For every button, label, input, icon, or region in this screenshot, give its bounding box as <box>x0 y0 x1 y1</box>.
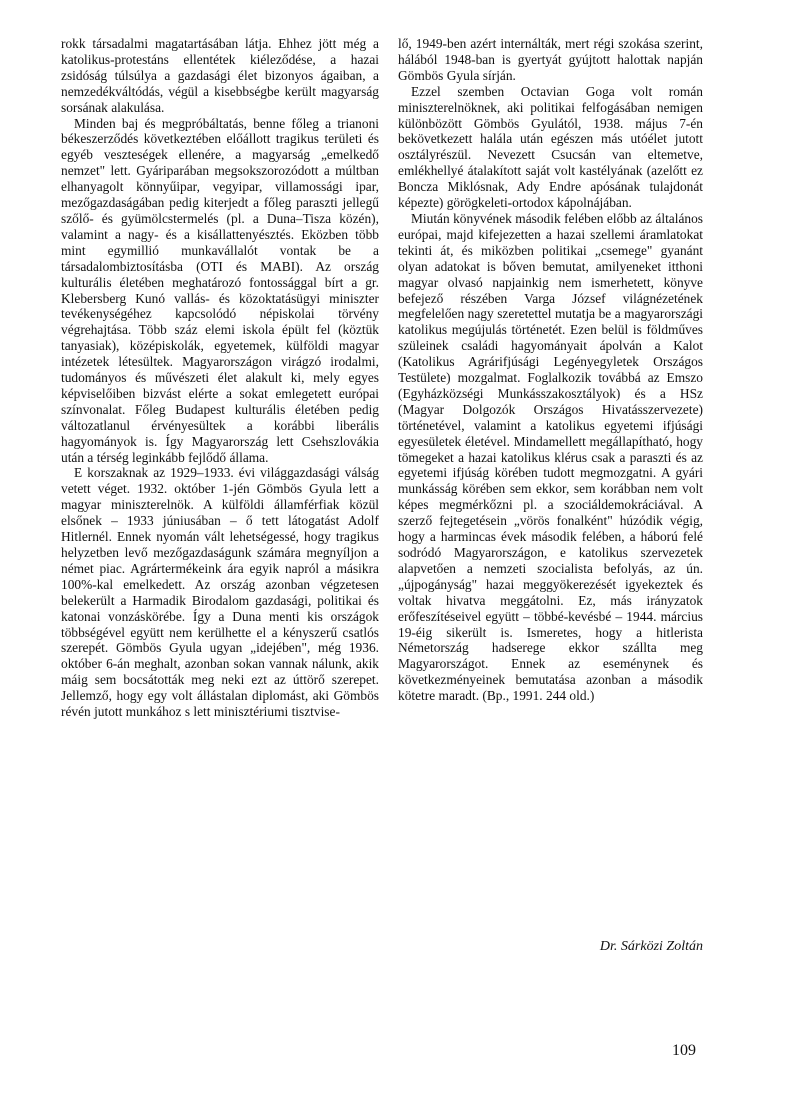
paragraph: Ezzel szemben Octavian Goga volt román miniszterelnöknek, aki politikai felfogásában nemigen különbözött Gömbös Gyulától, 1938. május 7-én bekövetkezett halála után egészen más utóélet jutott osztályrészül. Nevezett Csucsán van eltemetve, emlékhellyé átalakított saját volt kastélyának (azelőtt ez Boncza Miklósnak, Ady Endre apósának tulajdonát képezte) görögkeleti-ortodox kápolnájában. <box>398 83 703 211</box>
author-signature: Dr. Sárközi Zoltán <box>599 939 703 954</box>
right-column <box>398 36 703 704</box>
paragraph: Minden baj és megpróbáltatás, benne főleg a trianoni békeszerződés következtében előállott tragikus területi és egyéb veszteségek ellenére, a magyarság „emelkedő nemzet" lett. Gyáriparában megsokszorozódott a múltban elhanyagolt könnyűipar, vegyipar, villamossági ipar, mezőgazdaságában pedig kiterjedt a főleg paraszti jellegű szőlő- és gyümölcstermelés (pl. a Duna–Tisza közén), valamint a nagy- és a kisállattenyésztés. Eközben több mint egymillió munkavállalót vontak be a társadalombiztosításba (OTI és MABI). Az ország kulturális életében meghatározó fontossággal bírt a gr. Klebersberg Kunó vallás- és közoktatásügyi miniszter tevékenységéhez kapcsolódó népiskolai törvény végrehajtása. Több száz elemi iskola épült fel (köztük tanyasiak), középiskolák, egyetemek, külföldi magyar intézetek létesültek. Magyarországon virágzó irodalmi, tudományos és művészeti élet alakult ki, mely egyes képviselőiben bizvást elérte a sokat emlegetett európai színvonalat. Főleg Budapest kulturális életében pedig változatlanul érvényesültek a korábbi liberális hagyományok is. Így Magyarország lett Csehszlovákia után a térség leginkább fejlődő állama. <box>61 115 379 465</box>
page-number: 109 <box>672 1042 696 1059</box>
paragraph: rokk társadalmi magatartásában látja. Ehhez jött még a katolikus-protestáns ellentétek kiéleződése, a hazai zsidóság túlsúlya a gazdasági élet bizonyos ágaiban, a nemzedékváltódás, végül a kisebbségbe került magyarság sorsának alakulása. <box>61 36 379 115</box>
paragraph: E korszaknak az 1929–1933. évi világgazdasági válság vetett véget. 1932. október 1-jén Gömbös Gyula lett a magyar miniszterelnök. A külföldi államférfiak közül elsőnek – 1933 júniusában – ő tett látogatást Adolf Hitlernél. Ennek nyomán vált lehetségessé, hogy tragikus helyzetben levő mezőgazdaságunk számára megnyíljon a német piac. Agrártermékeink ára egyik napról a másikra 100%-kal emelkedett. Az ország azonban végzetesen belekerült a Harmadik Birodalom gazdasági, politikai és katonai vonzáskörébe. Így a Duna menti kis országok többségével együtt nem kerülhette el a kényszerű csatlós szerepét. Gömbös Gyula ugyan „idejében", még 1936. október 6-án meghalt, azonban sokan vannak nálunk, akik máig sem bocsátották meg neki ezt az úttörő szerepet. Jellemző, hogy egy volt állástalan diplomást, aki Gömbös révén jutott munkához s lett minisztériumi tisztvise- <box>61 465 379 720</box>
paragraph: lő, 1949-ben azért internálták, mert régi szokása szerint, hálából 1948-ban is gyertyát gyújtott halottak napján Gömbös Gyula sírján. <box>398 36 703 83</box>
paragraph: Miután könyvének második felében előbb az általános európai, majd kifejezetten a hazai szellemi áramlatokat tekinti át, és miközben politikai „csemege" gyanánt olyan adatokat is bőven bemutat, amilyeneket itthoni magyar olvasó napjainkig nem ismerhetett, könyve befejező részében Varga József világnézetének megfelelően nagy szeretettel mutatja be a magyarországi katolikus megújulás történetét. Ezen belül is földműves szüleinek családi hagyományait ápolván a Kalot (Katolikus Agrárifjúsági Legényegyletek Országos Testülete) mozgalmat. Foglalkozik továbbá az Emszo (Egyházközségi Munkásszakosztályok) és a HSz (Magyar Dolgozók Országos Hivatásszervezete) történetével, valamint a katolikus egyetemi ifjúsági egyesületek életével. Mindamellett megállapítható, hogy tömegeket a hazai katolikus klérus csak a paraszti és az egyetemi ifjúság körében tudott megmozgatni. A gyári munkásság körében sem ekkor, sem korábban nem volt képes megmérkőzni pl. a szociáldemokráciával. A szerző fejtegetésein „vörös fonalként" húzódik végig, hogy a harmincas évek második felében, a háború felé sodródó Magyarországon, e katolikus szervezetek alapvetően a nemzeti szocialista befolyás, az ún. „újpogányság" hazai meggyökerezését igyekeztek és voltak hivatva meggátolni. Ez, más irányzatok erőfeszítéseivel együtt – többé-kevésbé – 1944. március 19-éig sikerült is. Ismeretes, hogy a hitlerista Németország hadserege ekkor szállta meg Magyarországot. Ennek az eseménynek és következményeinek bemutatása azonban a második kötetre maradt. (Bp., 1991. 244 old.) <box>398 210 703 704</box>
left-column <box>61 36 379 720</box>
